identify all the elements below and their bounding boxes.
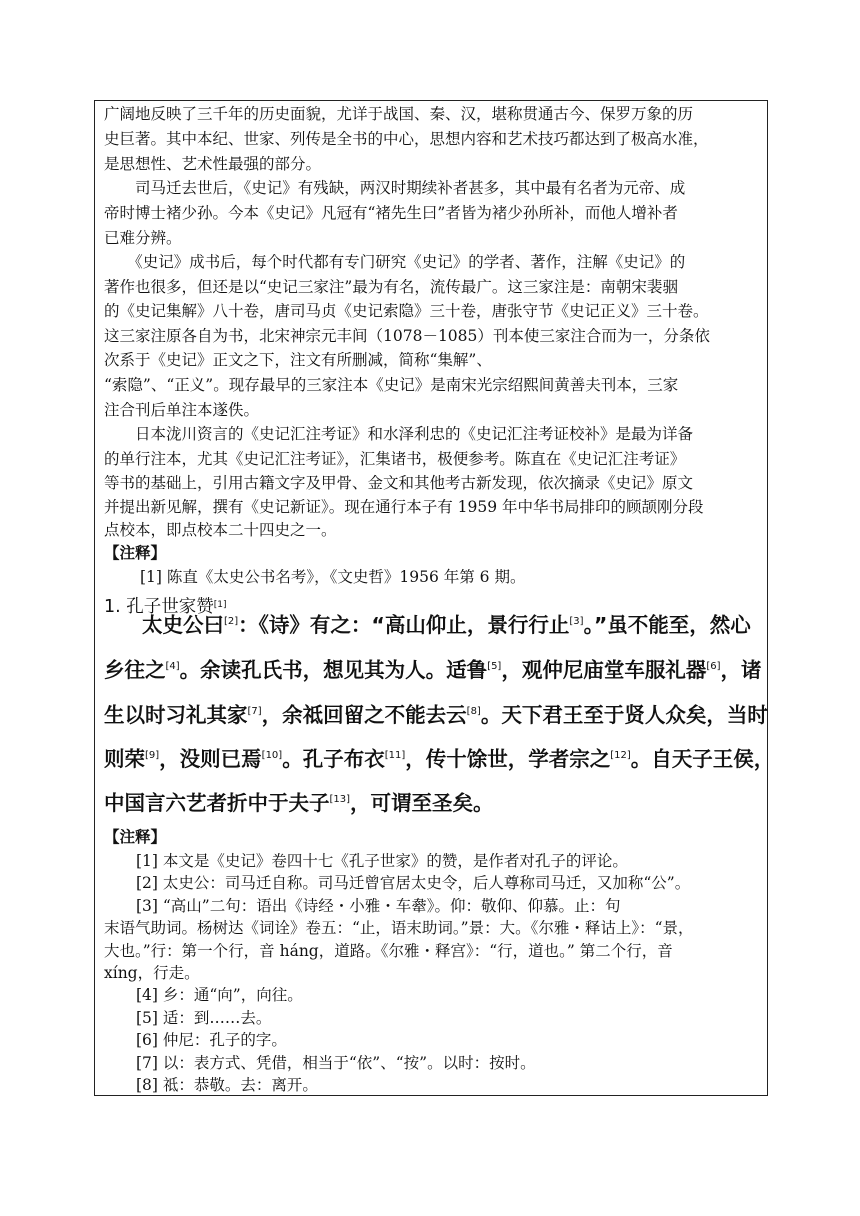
footnote-ref: [10] <box>261 750 283 761</box>
intro-line: 这三家注原各自为书，北宋神宗元丰间（1078－1085）刊本使三家注合而为一，分条依 <box>104 327 710 345</box>
footnote-ref: [4] <box>165 661 180 672</box>
intro-line: 日本泷川资言的《史记汇注考证》和水泽利忠的《史记汇注考证校补》是最为详备 <box>104 425 694 443</box>
footnote-ref: [3] <box>569 616 584 627</box>
note-item: [8] 祗：恭敬。去：离开。 <box>136 1076 318 1094</box>
passage-text-run: 生以时习礼其家 <box>104 703 248 727</box>
passage-text-run: ，余祗回留之不能去云 <box>261 703 467 727</box>
intro-line: 司马迁去世后，《史记》有残缺，两汉时期续补者甚多，其中最有名者为元帝、成 <box>104 179 686 197</box>
note-item: xíng，行走。 <box>104 964 200 982</box>
note-item: [3] “高山”二句：语出《诗经・小雅・车舝》。仰：敬仰、仰慕。止：句 <box>136 897 621 915</box>
passage-line <box>104 702 768 728</box>
passage-text-run: 。”虽不能至，然心 <box>583 613 751 637</box>
note-item: 末语气助词。杨树达《词诠》卷五：“止，语末助词。”景：大。《尔雅・释诂上》：“景， <box>104 919 694 937</box>
note-item: [2] 太史公：司马迁自称。司马迁曾官居太史令，后人尊称司马迁，又加称“公”。 <box>136 874 691 892</box>
intro-line: 注合刊后单注本遂佚。 <box>104 401 260 419</box>
intro-line: “索隐”、“正义”。现存最早的三家注本《史记》是南宋光宗绍熙间黄善夫刊本，三家 <box>104 376 679 394</box>
passage-line <box>104 746 775 772</box>
intro-line: 等书的基础上，引用古籍文字及甲骨、金文和其他考古新发现，依次摘录《史记》原文 <box>104 474 694 492</box>
passage-line <box>142 612 762 638</box>
intro-line: 并提出新见解，撰有《史记新证》。现在通行本子有 1959 年中华书局排印的顾颉刚分段 <box>104 498 704 516</box>
intro-line: 次系于《史记》正文之下，注文有所删减，简称“集解”、 <box>104 351 492 369</box>
passage-line <box>104 657 762 683</box>
passage-text-run: ，传十馀世，学者宗之 <box>405 747 611 771</box>
passage-line <box>104 790 758 816</box>
passage-text-run: 中国言六艺者折中于夫子 <box>104 791 330 815</box>
note-item: 大也。”行：第一个行，音 háng，道路。《尔雅・释宫》：“行，道也。” 第二个行，音 <box>104 942 673 960</box>
footnote-ref: [12] <box>610 750 631 761</box>
intro-line: 广阔地反映了三千年的历史面貌，尤详于战国、秦、汉，堪称贯通古今、保罗万象的历 <box>104 105 694 123</box>
passage-text-run: ，没则已焉 <box>159 747 262 771</box>
passage-text-run: ，观仲尼庙堂车服礼器 <box>501 658 707 682</box>
intro-line: 帝时博士褚少孙。今本《史记》凡冠有“褚先生曰”者皆为褚少孙所补，而他人增补者 <box>104 204 678 222</box>
passage-text-run: 乡往之 <box>104 658 166 682</box>
intro-line: 的《史记集解》八十卷，唐司马贞《史记索隐》三十卷，唐张守节《史记正义》三十卷。 <box>104 302 709 320</box>
intro-line: 是思想性、艺术性最强的部分。 <box>104 155 322 173</box>
passage-text-run: 。天下君王至于贤人众矣，当时 <box>480 703 768 727</box>
footnote-ref: [2] <box>224 616 239 627</box>
footnote-ref: [8] <box>466 706 481 717</box>
passage-text-run: ，诸 <box>720 658 762 682</box>
passage-text-run: 。孔子布衣 <box>282 747 385 771</box>
note-item: [4] 乡：通“向”，向往。 <box>136 986 303 1004</box>
footnote-ref: [9] <box>145 750 160 761</box>
intro-line: 著作也很多，但还是以“史记三家注”最为有名，流传最广。这三家注是：南朝宋裴骃 <box>104 278 678 296</box>
footnote-ref: [6] <box>706 661 721 672</box>
passage-text-run: 。自天子王侯， <box>630 747 775 771</box>
passage-text-run: 太史公曰 <box>142 613 224 637</box>
footnote-ref: [5] <box>487 661 502 672</box>
note-item: [1] 本文是《史记》卷四十七《孔子世家》的赞，是作者对孔子的评论。 <box>136 852 628 870</box>
footnote-ref: [1] <box>213 600 227 610</box>
passage-text-run: ：《诗》有之：“高山仰止，景行行止 <box>238 613 570 637</box>
note-item: [1] 陈直《太史公书名考》，《文史哲》1956 年第 6 期。 <box>140 568 526 586</box>
intro-line: 《史记》成书后，每个时代都有专门研究《史记》的学者、著作，注解《史记》的 <box>104 253 686 271</box>
footnote-ref: [13] <box>329 794 351 805</box>
passage-text-run: 。余读孔氏书，想见其为人。适鲁 <box>179 658 488 682</box>
section-title-text: 1. 孔子世家赞 <box>104 597 214 617</box>
passage-text-run: 则荣 <box>104 747 145 771</box>
intro-line: 点校本，即点校本二十四史之一。 <box>104 521 337 539</box>
footnote-ref: [11] <box>384 750 406 761</box>
notes-heading: 【注释】 <box>104 828 167 846</box>
intro-line: 已难分辨。 <box>104 229 182 247</box>
note-item: [6] 仲尼：孔子的字。 <box>136 1031 287 1049</box>
notes-heading: 【注释】 <box>104 544 167 562</box>
note-item: [7] 以：表方式、凭借，相当于“依”、“按”。以时：按时。 <box>136 1054 536 1072</box>
intro-line: 的单行注本，尤其《史记汇注考证》，汇集诸书，极便参考。陈直在《史记汇注考证》 <box>104 450 686 468</box>
passage-text-run: ，可谓至圣矣。 <box>350 791 494 815</box>
footnote-ref: [7] <box>247 706 262 717</box>
intro-line: 史巨著。其中本纪、世家、列传是全书的中心，思想内容和艺术技巧都达到了极高水准， <box>104 130 709 148</box>
note-item: [5] 适：到……去。 <box>136 1009 272 1027</box>
